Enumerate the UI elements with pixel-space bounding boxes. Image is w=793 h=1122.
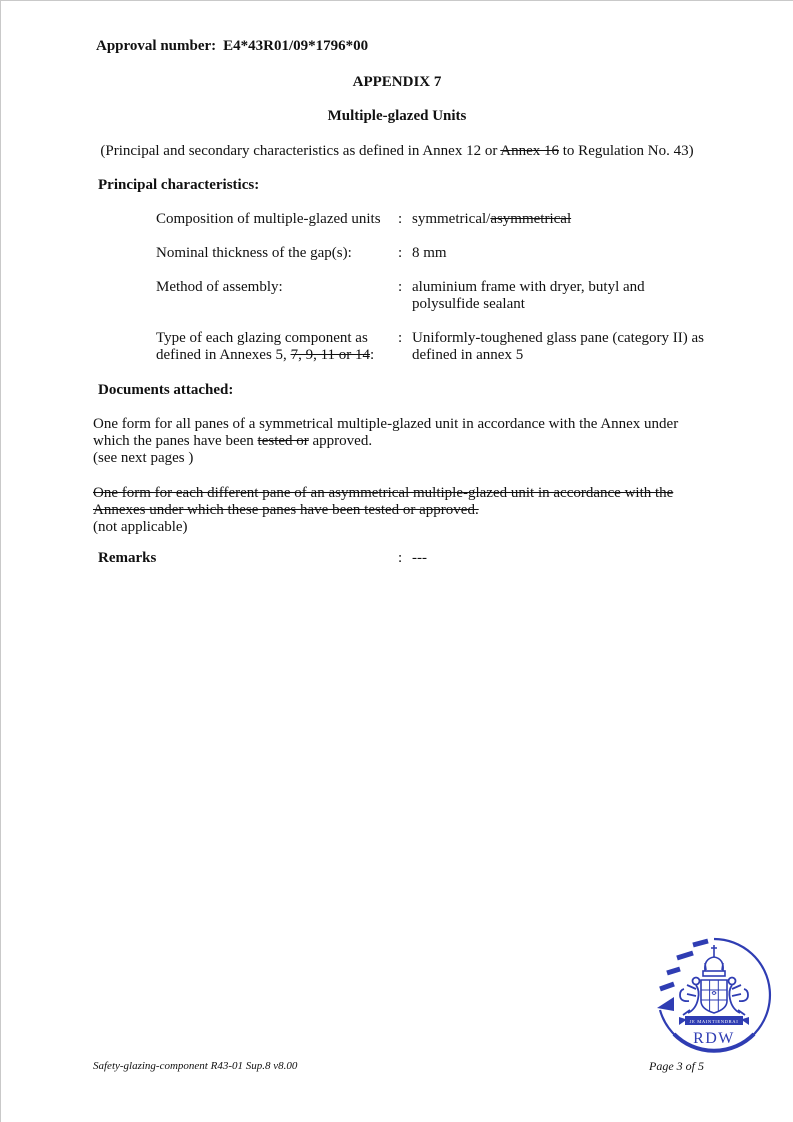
footer-page-number: Page 3 of 5 [649,1059,704,1073]
footer-document-reference: Safety-glazing-component R43-01 Sup.8 v8.00 [93,1060,298,1072]
crown-icon [703,945,725,976]
rdw-text: RDW [693,1030,735,1047]
lion-right-icon [729,978,749,1016]
approval-label: Approval number: [96,38,217,54]
document-subtitle: Multiple-glazed Units [327,108,467,124]
table-row [156,211,736,228]
paragraph-note: (not applicable) [93,519,188,535]
text-run: Type of each glazing component as defined in Annexes 5, [156,330,368,363]
appendix-title: APPENDIX 7 [352,74,442,90]
characteristic-value [412,279,712,313]
remarks-value: --- [412,550,427,566]
documents-attached-heading: Documents attached: [98,382,234,398]
text-run: Nominal thickness of the gap(s): [156,245,352,261]
motto-text: JE MAINTIENDRAI [689,1018,739,1024]
table-row [156,330,736,364]
struck-text: asymmetrical [490,211,572,227]
speed-wedge [657,997,674,1011]
approval-number-line [96,38,368,55]
colon-separator: : [398,245,403,261]
approval-number-value: E4*43R01/09*1796*00 [223,38,369,54]
remarks-row [98,550,718,567]
text-run: aluminium frame with dryer, butyl and polysulfide sealant [412,279,645,312]
characteristics-table [156,211,736,381]
characteristic-label [156,211,398,228]
text-run: Composition of multiple-glazed units [156,211,381,227]
principal-characteristics-heading: Principal characteristics: [98,177,260,193]
table-row [156,279,736,313]
characteristic-value [412,245,712,262]
colon-separator: : [398,330,403,346]
characteristic-value [412,211,712,228]
struck-text: Annex 16 [500,143,560,159]
text-run: One form for all panes of a symmetrical multiple-glazed unit in accordance with the Annex under which the panes have been [93,416,679,449]
rdw-stamp-logo [647,931,779,1055]
colon-separator: : [398,279,403,295]
struck-text: One form for each different pane of an asymmetrical multiple-glazed unit in accordance with the Annexes under which these panes have been tested or approved. [93,485,674,518]
motto-banner [679,1016,749,1025]
text-run: (Principal and secondary characteristics as defined in Annex 12 or [100,143,501,159]
text-run: 8 mm [412,245,447,261]
characteristic-label [156,279,398,313]
paragraph-text [93,416,701,450]
characteristic-label [156,330,398,364]
text-run: to Regulation No. 43) [559,143,694,159]
lion-left-icon [680,978,700,1016]
table-row [156,245,736,262]
rdw-logo-graphic [647,931,779,1055]
characteristic-label [156,245,398,262]
text-run: : [370,347,375,363]
characteristic-value [412,330,712,364]
paragraph-text-struck [93,485,701,519]
colon-separator: : [398,550,403,566]
struck-text: tested or [257,433,309,449]
colon-separator: : [398,211,403,227]
text-run: symmetrical/ [412,211,491,227]
paragraph-note: (see next pages ) [93,450,194,466]
intro-line [1,143,793,160]
text-run: Method of assembly: [156,279,283,295]
shield-icon [701,980,727,1013]
text-run: Uniformly-toughened glass pane (category II) as defined in annex 5 [412,330,704,363]
remarks-label: Remarks [98,550,157,566]
text-run: approved. [308,433,373,449]
documents-paragraph-2 [93,485,701,536]
struck-text: 7, 9, 11 or 14 [290,347,371,363]
documents-paragraph-1 [93,416,701,467]
